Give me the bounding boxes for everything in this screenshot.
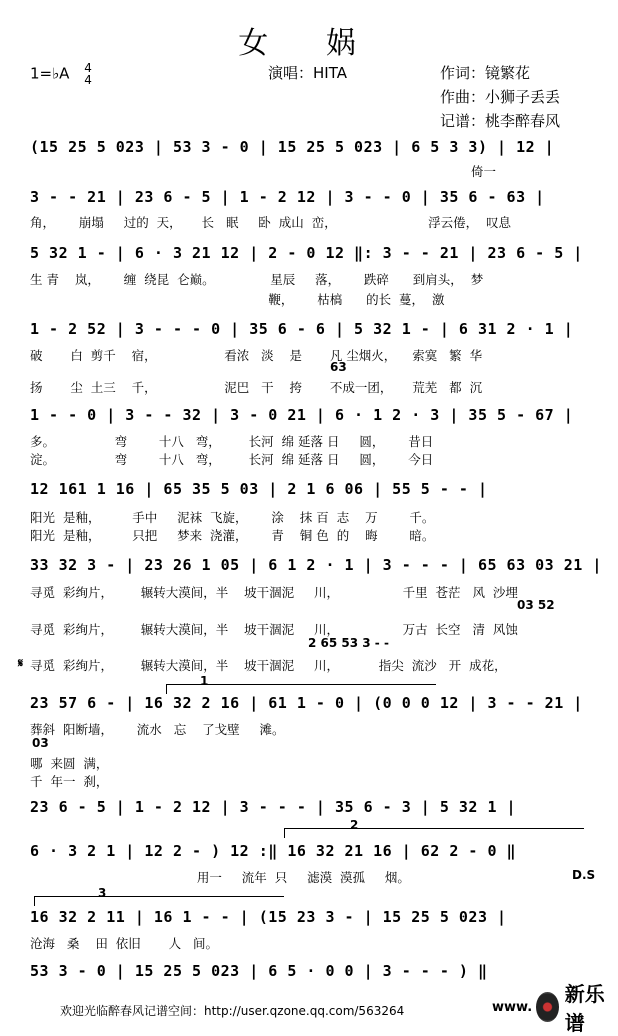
volta-label-3: 3 <box>98 886 107 900</box>
lyric-line: 生 青 岚， 缠 绕昆 仑巅。 星辰 落， 跌碎 到肩头， 梦 <box>30 272 484 287</box>
lyric-line: 葬斜 阳断墙， 流水 忘 了戈壁 滩。 <box>30 722 285 737</box>
time-bottom: 4 <box>84 73 92 87</box>
lyric-line: 淀。 弯 十八 弯， 长河 绵 延落 日 圆， 今日 <box>30 452 434 467</box>
score-line: 16 32 2 11 | 16 1 - - | (15 23 3 - | 15 25 5 023 | <box>30 908 507 926</box>
score-line: 6 · 3 2 1 | 12 2 - ) 12 :‖ 16 32 21 16 | 62 2 - 0 ‖ <box>30 842 517 860</box>
footer-welcome: 欢迎光临醉春风记谱空间：http://user.qzone.qq.com/563264 <box>60 1004 405 1018</box>
lyric-line: 扬 尘 土三 千， 泥巴 干 挎 不成一团， 荒芜 都 沉 <box>30 380 483 395</box>
volta-bracket-2 <box>284 828 584 829</box>
volta-tick <box>34 896 35 906</box>
lyric-line: 寻觅 彩绚片， 辗转大漠间，半 坡干涸泥 川， 指尖 流沙 开 成花， <box>30 658 507 673</box>
lyric-line: 倚一 <box>30 164 497 179</box>
segno-sign: 𝄋 <box>18 656 24 670</box>
volta-tick <box>166 684 167 694</box>
lyric-line: 用一 流年 只 滤漠 漠孤 烟。 <box>30 870 410 885</box>
volta-tick <box>284 828 285 838</box>
alt-notes-63: 63 <box>330 360 347 374</box>
lyric-line: 角， 崩塌 过的 天， 长 眠 卧 成山 峦， 浮云倦， 叹息 <box>30 215 512 230</box>
score-line: 12 161 1 16 | 65 35 5 03 | 2 1 6 06 | 55 5 - - | <box>30 480 488 498</box>
volta-label-2: 2 <box>350 818 359 832</box>
lyric-line: 哪 来圆 满， <box>30 756 109 771</box>
time-top: 4 <box>84 61 92 75</box>
score-line: 33 32 3 - | 23 26 1 05 | 6 1 2 · 1 | 3 - - - | 65 63 03 21 | <box>30 556 602 574</box>
score-line: 5 32 1 - | 6 · 3 21 12 | 2 - 0 12 ‖: 3 - - 21 | 23 6 - 5 | <box>30 244 583 262</box>
singer-credit: 演唱：HITA <box>268 64 347 82</box>
score-line: 53 3 - 0 | 15 25 5 023 | 6 5 · 0 0 | 3 - - - ) ‖ <box>30 962 488 980</box>
lyric-line: 阳光 是釉， 只把 梦来 浇灌， 青 铜 色 的 晦 暗。 <box>30 528 435 543</box>
lyric-line: 寻觅 彩绚片， 辗转大漠间，半 坡干涸泥 川， 千里 苍茫 风 沙埋 <box>30 585 518 600</box>
score-line: 3 - - 21 | 23 6 - 5 | 1 - 2 12 | 3 - - 0 | 35 6 - 63 | <box>30 188 545 206</box>
alt-notes-265: 2 65 53 3 - - <box>308 636 389 650</box>
ds-mark: D.S <box>572 868 596 882</box>
lyric-line: 千 年一 刹， <box>30 774 109 789</box>
record-disc-icon <box>536 992 559 1022</box>
volta-label-1: 1 <box>200 674 209 688</box>
logo-prefix: www. <box>492 999 533 1015</box>
score-line: 1 - - 0 | 3 - - 32 | 3 - 0 21 | 6 · 1 2 · 3 | 35 5 - 67 | <box>30 406 574 424</box>
score-line: 23 6 - 5 | 1 - 2 12 | 3 - - - | 35 6 - 3 | 5 32 1 | <box>30 798 517 816</box>
logo-text: 新乐谱 <box>564 982 605 1035</box>
alt-notes-0352: 03 52 <box>517 598 555 612</box>
footer-text <box>60 1002 404 1019</box>
lyric-line: 寻觅 彩绚片， 辗转大漠间，半 坡干涸泥 川， 万古 长空 清 风蚀 <box>30 622 518 637</box>
lyric-line: 阳光 是釉， 手中 泥袜 飞旋， 涂 抹 百 志 万 千。 <box>30 510 435 525</box>
composer-credit: 作曲：小狮子丢丢 <box>440 88 561 106</box>
lyricist-credit: 作词：镜繁花 <box>440 64 531 82</box>
site-logo[interactable] <box>492 982 610 1035</box>
volta-bracket-3 <box>34 896 284 897</box>
lyric-line: 鞭， 枯槁 的长 蔓， 激 <box>30 292 445 307</box>
key-label: 1=♭A <box>30 64 70 83</box>
score-line: 1 - 2 52 | 3 - - - 0 | 35 6 - 6 | 5 32 1 - | 6 31 2 · 1 | <box>30 320 574 338</box>
key-signature <box>30 62 92 86</box>
score-line: 23 57 6 - | 16 32 2 16 | 61 1 - 0 | (0 0 0 12 | 3 - - 21 | <box>30 694 583 712</box>
song-title: 女 娲 <box>238 26 380 61</box>
lyric-line: 破 白 剪千 宿， 看浓 淡 是 凡 尘烟火， 索寞 繁 华 <box>30 348 483 363</box>
score-line: (15 25 5 023 | 53 3 - 0 | 15 25 5 023 | 6 5 3 3) | 12 | <box>30 138 555 156</box>
transcriber-credit: 记谱：桃李醉春风 <box>440 112 561 130</box>
lyric-line: 沧海 桑 田 依旧 人 间。 <box>30 936 218 951</box>
lyric-line: 多。 弯 十八 弯， 长河 绵 延落 日 圆， 昔日 <box>30 434 434 449</box>
time-signature <box>84 62 92 86</box>
alt-notes-03: 03 <box>32 736 49 750</box>
